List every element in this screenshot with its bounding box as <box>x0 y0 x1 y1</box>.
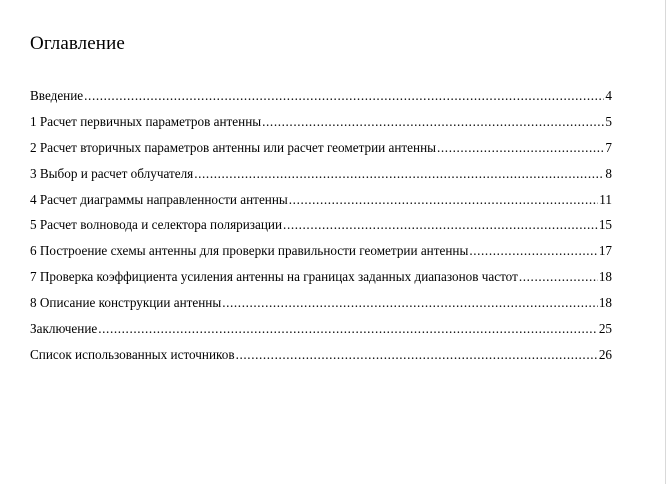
toc-entry-text: 7 Проверка коэффициента усиления антенны на границах заданных диапазонов частот <box>30 269 518 285</box>
toc-entry-text: 6 Построение схемы антенны для проверки правильности геометрии антенны <box>30 243 469 259</box>
toc-page-number: 26 <box>598 346 612 362</box>
toc-leader-dots <box>84 86 604 106</box>
toc-page-number: 4 <box>605 88 612 103</box>
toc-entry-text: 2 Расчет вторичных параметров антенны или расчет геометрии антенны <box>30 139 437 155</box>
toc-page-number: 18 <box>598 269 612 285</box>
toc-entry-text: 5 Расчет волновода и селектора поляризации <box>30 217 283 233</box>
toc-entry-conclusion[interactable] <box>30 319 612 345</box>
toc-leader-dots <box>194 164 604 184</box>
toc-entry-text: Заключение <box>30 321 98 337</box>
toc-entry-section-4[interactable] <box>30 190 612 216</box>
toc-leader-dots <box>519 267 598 287</box>
toc-page-number: 11 <box>599 191 612 207</box>
toc-leader-dots <box>289 190 599 210</box>
toc-leader-dots <box>98 319 598 339</box>
toc-entry-section-1[interactable] <box>30 112 612 138</box>
toc-page-number: 25 <box>598 321 612 337</box>
toc-entry-text: 3 Выбор и расчет облучателя <box>30 165 194 181</box>
toc-leader-dots <box>222 293 598 313</box>
toc-entry-section-5[interactable] <box>30 215 612 241</box>
toc-list <box>30 86 612 371</box>
toc-leader-dots <box>469 241 597 261</box>
toc-entry-text: 8 Описание конструкции антенны <box>30 295 222 311</box>
toc-page-number: 8 <box>605 165 612 181</box>
toc-entry-section-7[interactable] <box>30 267 612 293</box>
toc-entry-text: 4 Расчет диаграммы направленности антенны <box>30 191 288 207</box>
toc-title: Оглавление <box>30 33 125 54</box>
toc-page-number: 5 <box>605 113 612 129</box>
toc-entry-section-3[interactable] <box>30 164 612 190</box>
toc-leader-dots <box>437 138 604 158</box>
toc-page-number: 18 <box>598 295 612 311</box>
toc-leader-dots <box>236 345 598 365</box>
toc-entry-section-2[interactable] <box>30 138 612 164</box>
toc-leader-dots <box>283 215 598 235</box>
toc-leader-dots <box>262 112 604 132</box>
toc-entry-section-6[interactable] <box>30 241 612 267</box>
toc-page-number: 7 <box>605 139 612 155</box>
toc-page-number: 15 <box>598 217 612 233</box>
toc-entry-text: Список использованных источников <box>30 346 235 362</box>
toc-entry-section-8[interactable] <box>30 293 612 319</box>
toc-entry-introduction[interactable] <box>30 86 612 112</box>
toc-entry-text: Введение <box>30 88 84 103</box>
toc-entry-references[interactable] <box>30 345 612 371</box>
toc-entry-text: 1 Расчет первичных параметров антенны <box>30 113 262 129</box>
toc-page-number: 17 <box>598 243 612 259</box>
